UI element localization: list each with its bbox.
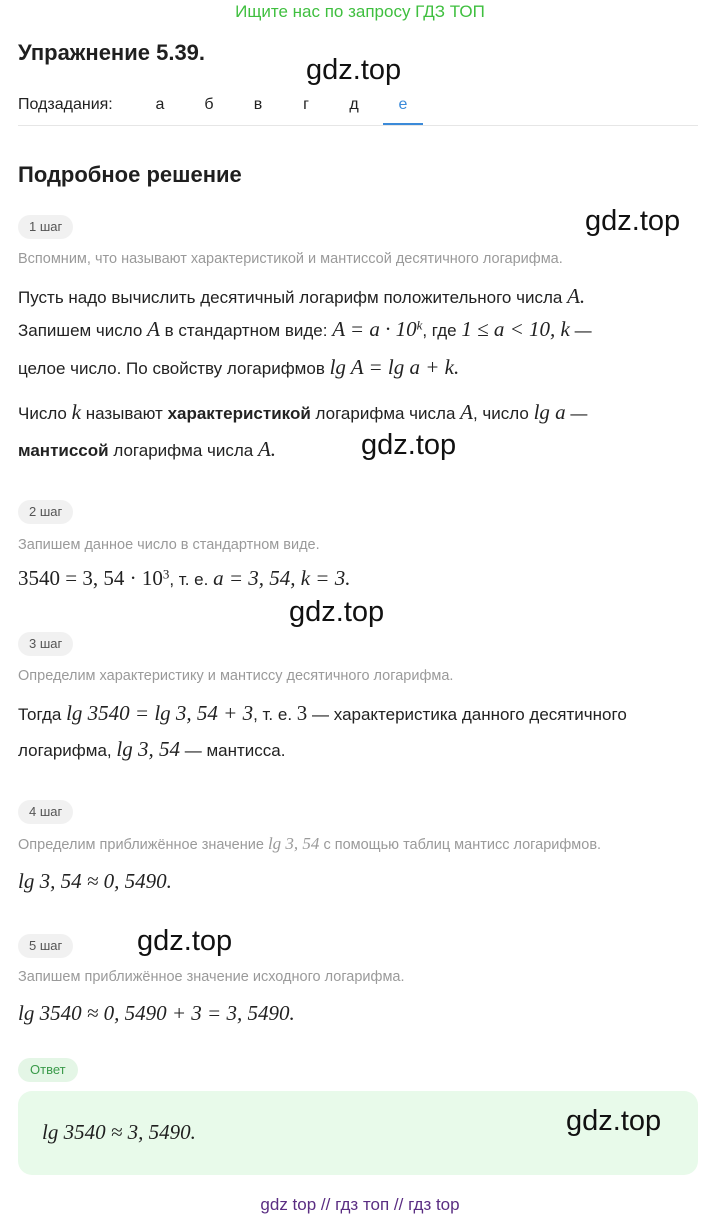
text: — [574, 321, 592, 340]
text: Пусть надо вычислить десятичный логарифм положительного числа [18, 288, 563, 307]
watermark: gdz.top [585, 205, 681, 237]
subtask-tab-e[interactable]: е [383, 94, 423, 125]
step-hint-4 [18, 834, 601, 854]
math: lg 3540 = lg 3, 54 + 3 [66, 701, 254, 725]
subtasks-bar [18, 94, 698, 124]
text: — мантисса. [184, 741, 286, 760]
step1-line-4 [18, 400, 587, 425]
math: lg 3, 54 [116, 737, 180, 761]
subtask-tab-v[interactable]: в [253, 96, 263, 113]
subtasks-divider [18, 125, 698, 126]
text: логарифма, [18, 741, 112, 760]
math: k [71, 400, 81, 424]
step1-line-5 [18, 437, 276, 462]
math: lg 3, 54 [267, 834, 320, 853]
text: , т. е. [253, 705, 293, 724]
subtask-tab-g[interactable]: г [303, 96, 309, 113]
subtask-tab-a[interactable]: а [155, 96, 165, 113]
text: , число [472, 404, 529, 423]
step-hint-1: Вспомним, что называют характеристикой и мантиссой десятичного логарифма. [18, 251, 563, 267]
math: a = 3, 54, k = 3. [213, 566, 351, 590]
step4-line-1 [18, 869, 172, 894]
text: с помощью таблиц мантисс логарифмов. [323, 837, 602, 853]
step1-line-1 [18, 284, 585, 309]
step-badge-5: 5 шаг [18, 934, 73, 958]
step-badge-4: 4 шаг [18, 800, 73, 824]
text: Тогда [18, 705, 62, 724]
watermark: gdz.top [566, 1105, 662, 1137]
text: — характеристика данного десятичного [312, 705, 627, 724]
step5-line-1 [18, 1001, 295, 1026]
math: A [460, 400, 473, 424]
answer-value: lg 3540 ≈ 3, 5490. [42, 1120, 196, 1144]
step-badge-2: 2 шаг [18, 500, 73, 524]
math-superscript: 3 [162, 566, 170, 582]
subtask-tab-d[interactable]: д [349, 96, 359, 113]
watermark: gdz.top [289, 596, 385, 628]
step1-line-3 [18, 355, 459, 380]
bold-term: характеристикой [167, 404, 311, 423]
step-badge-1: 1 шаг [18, 215, 73, 239]
math: A = a · 10 [332, 317, 417, 341]
math: lg a [533, 400, 566, 424]
text: целое число. По свойству логарифмов [18, 359, 325, 378]
step-hint-2: Запишем данное число в стандартном виде. [18, 537, 320, 553]
bold-term: мантиссой [18, 441, 109, 460]
math: lg 3540 ≈ 0, 5490 + 3 = 3, 5490. [18, 1001, 295, 1025]
step-hint-5: Запишем приближённое значение исходного логарифма. [18, 969, 405, 985]
math: lg 3, 54 ≈ 0, 5490. [18, 869, 172, 893]
section-title: Подробное решение [18, 162, 242, 187]
math: lg A = lg a + k. [329, 355, 460, 379]
watermark: gdz.top [137, 925, 233, 957]
text: логарифма числа [113, 441, 254, 460]
step-hint-3: Определим характеристику и мантиссу десятичного логарифма. [18, 668, 454, 684]
math-superscript: k [416, 317, 423, 333]
math: 1 ≤ a < 10, k [461, 317, 570, 341]
step2-line-1 [18, 566, 350, 591]
math: A [147, 317, 160, 341]
text: Запишем число [18, 321, 143, 340]
text: , т. е. [169, 570, 209, 589]
text: , где [422, 321, 457, 340]
math: 3 [296, 701, 308, 725]
text: Число [18, 404, 67, 423]
text: называют [85, 404, 163, 423]
step1-line-2 [18, 317, 592, 342]
text: в стандартном виде: [164, 321, 328, 340]
math: A. [257, 437, 277, 461]
subtask-tab-b[interactable]: б [204, 96, 214, 113]
page-title: Упражнение 5.39. [18, 40, 206, 65]
text: Определим приближённое значение [18, 837, 264, 853]
subtasks-label: Подзадания: [18, 96, 113, 113]
answer-badge: Ответ [18, 1058, 78, 1082]
footer-links[interactable]: gdz top // гдз топ // гдз top [260, 1195, 460, 1214]
step-badge-3: 3 шаг [18, 632, 73, 656]
watermark: gdz.top [306, 54, 402, 86]
math: 3540 = 3, 54 · 10 [18, 566, 163, 590]
watermark: gdz.top [361, 429, 457, 461]
step3-line-2 [18, 737, 285, 762]
text: логарифма числа [315, 404, 456, 423]
text: — [570, 404, 588, 423]
top-banner[interactable]: Ищите нас по запросу ГДЗ ТОП [235, 2, 485, 21]
math: A. [567, 284, 586, 308]
step3-line-1 [18, 701, 627, 726]
